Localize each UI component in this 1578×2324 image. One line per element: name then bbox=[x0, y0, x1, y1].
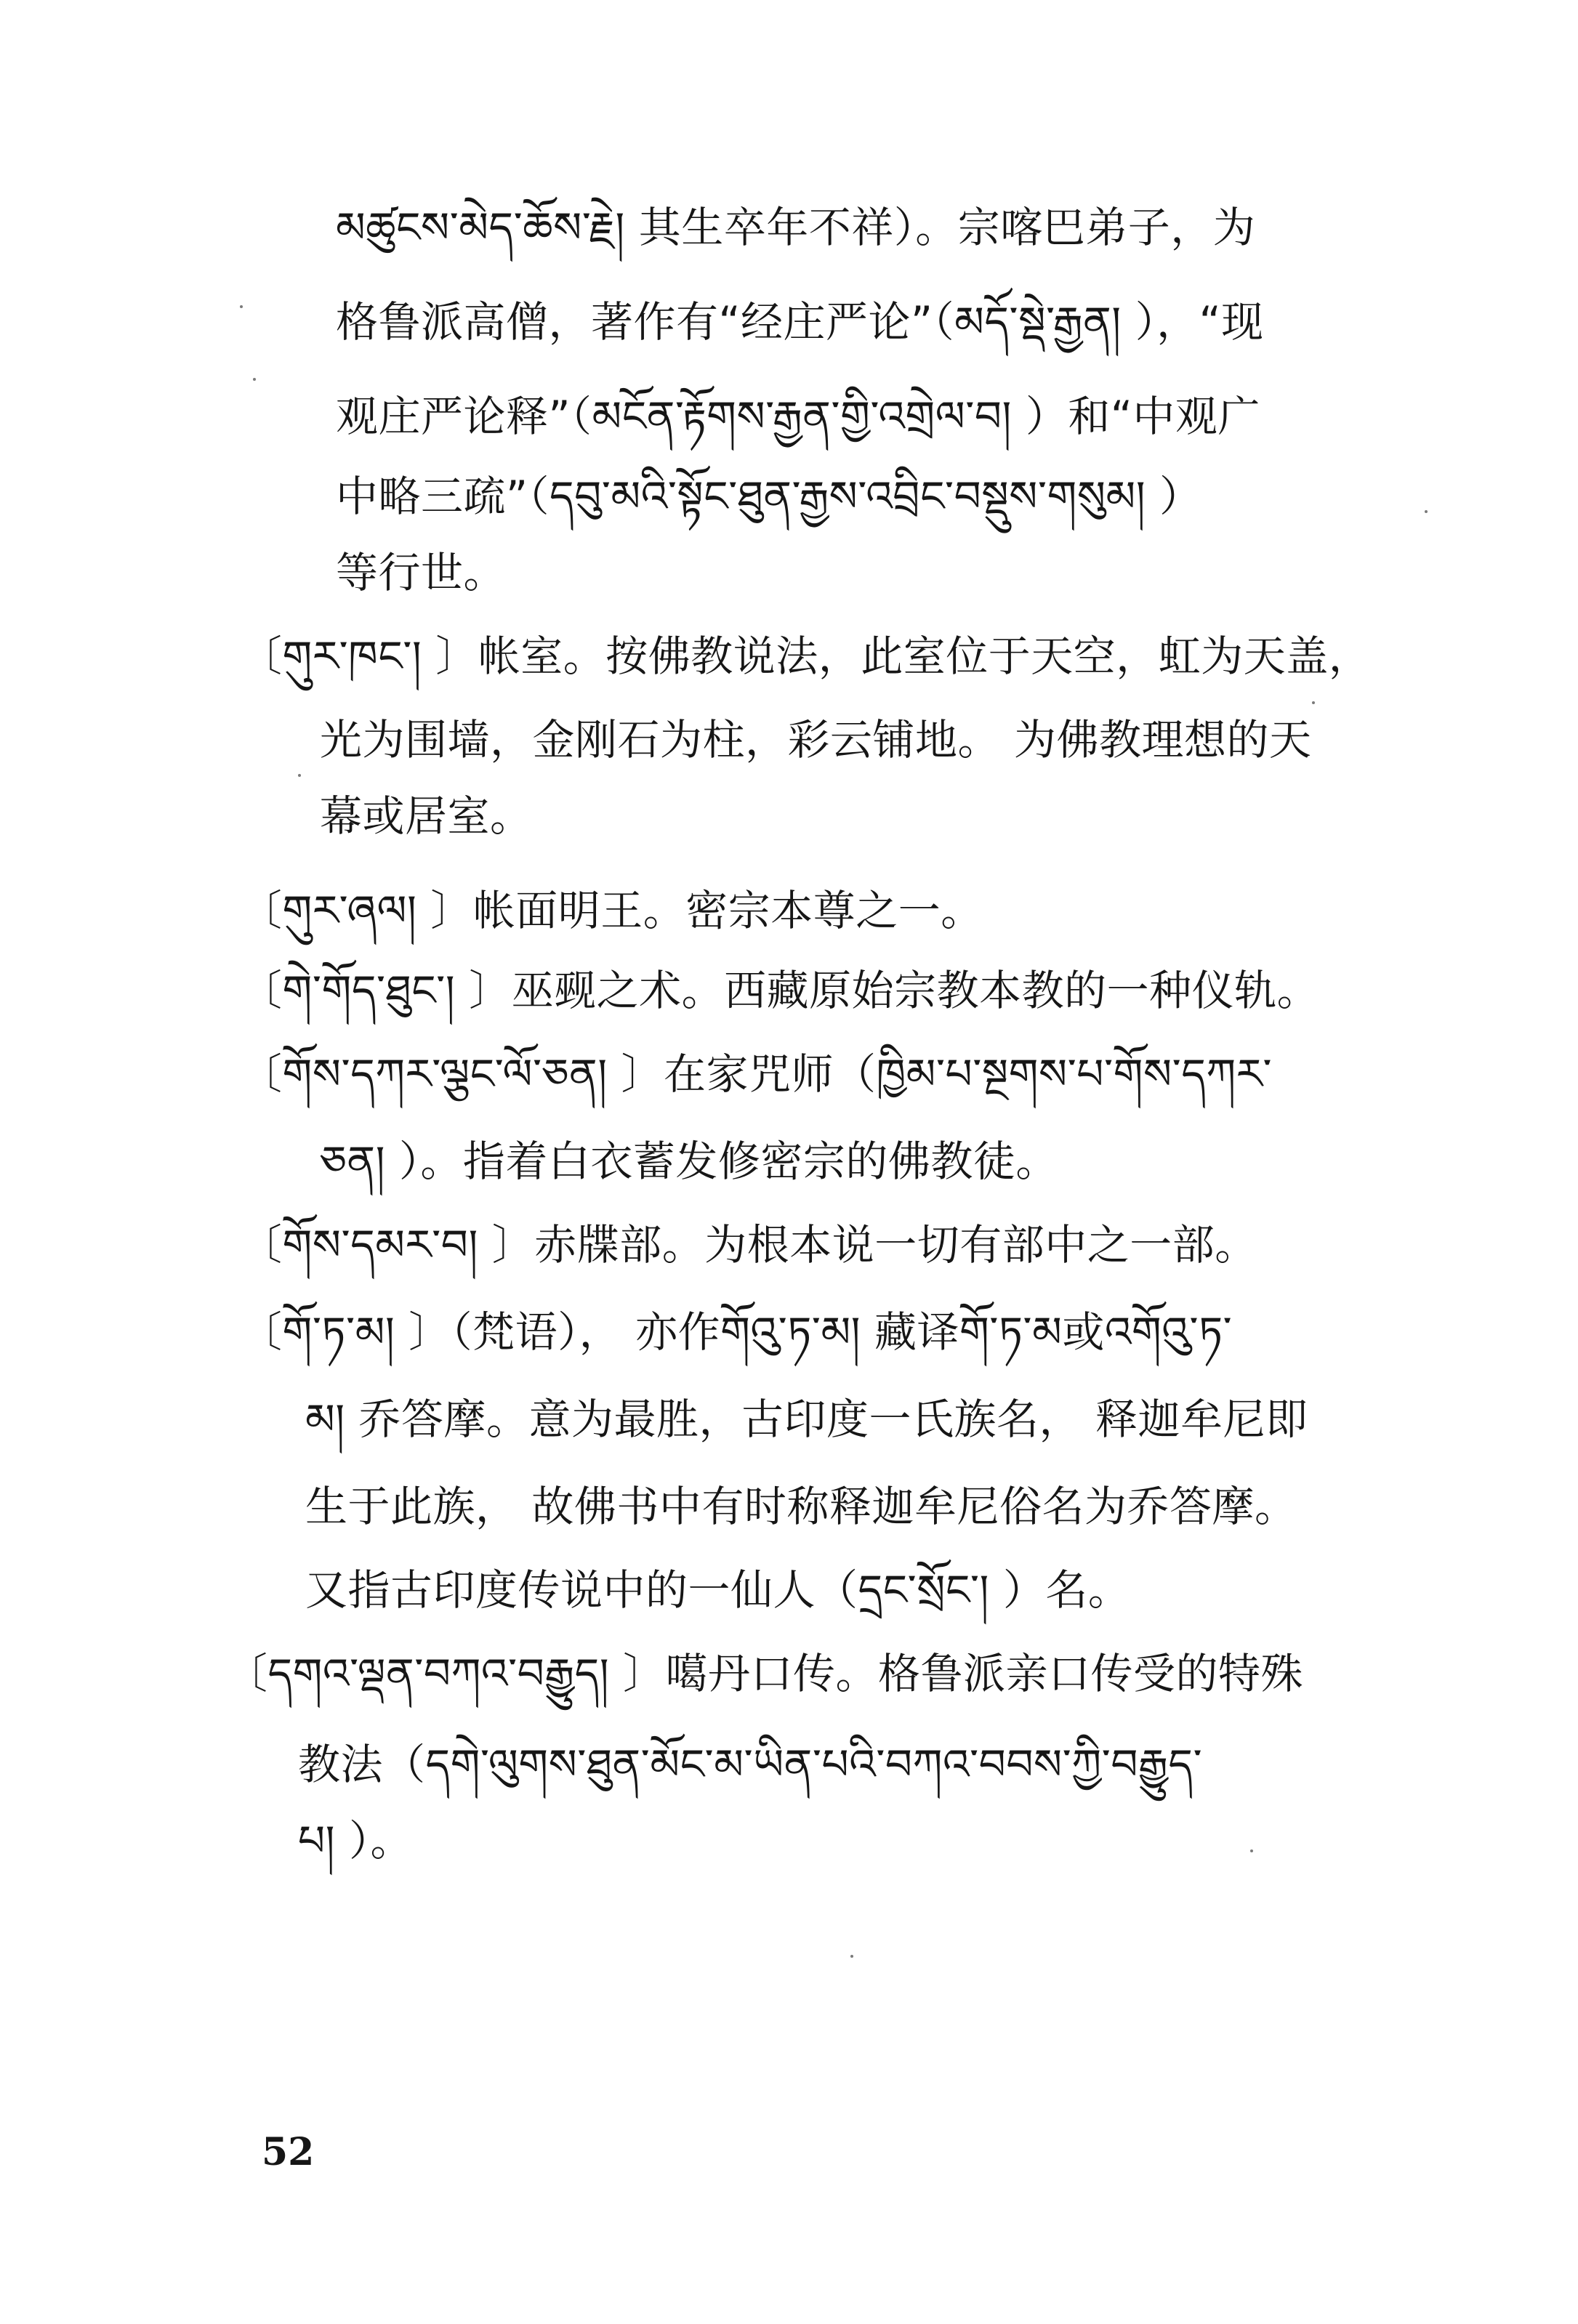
entry-line: མཚུངས་མེད་ཆོས་རྗེ། 其生卒年不祥）。宗喀巴弟子，为 bbox=[336, 203, 1256, 252]
scan-speck bbox=[253, 378, 256, 381]
entry-line: 等行世。 bbox=[336, 548, 507, 597]
entry-line: 格鲁派高僧，著作有“经庄严论”（མདོ་སྡེ་རྒྱན། ），“现 bbox=[336, 297, 1264, 347]
entry-headword-line: 〔གུར་ཞལ། 〕帐面明王。密宗本尊之一。 bbox=[240, 886, 983, 935]
entry-line: 生于此族， 故佛书中有时称释迦牟尼俗名为乔答摩。 bbox=[305, 1482, 1297, 1531]
entry-headword-line: 〔གེ་གོད་ཐུང་། 〕巫觋之术。西藏原始宗教本教的一种仪轨。 bbox=[240, 966, 1320, 1015]
entry-headword-line: 〔གོས་དཀར་ལྕང་ལོ་ཅན། 〕在家咒师（ཁྱིམ་པ་སྔགས་པ་གོས་དཀར་ bbox=[240, 1049, 1273, 1099]
entry-line: ཅན། ）。指着白衣蓄发修密宗的佛教徒。 bbox=[320, 1137, 1058, 1186]
scan-speck bbox=[850, 1955, 853, 1958]
entry-headword-line: 〔གོ་ཏ་མ། 〕（梵语）， 亦作གོའུ་ཏ་མ། 藏译གོ་ཏ་མ或འགོའུ་ཏ་ bbox=[240, 1307, 1233, 1357]
entry-line: 中略三疏”（དབུ་མའི་སྟོང་ཐུན་རྒྱས་འབྲིང་བསྡུས་གསུམ། ） bbox=[336, 472, 1202, 521]
entry-headword-line: 〔དགའ་ལྡན་བཀའ་བརྒྱུད། 〕噶丹口传。格鲁派亲口传受的特殊 bbox=[225, 1649, 1304, 1698]
scan-speck bbox=[240, 305, 243, 308]
entry-line: 幕或居室。 bbox=[320, 791, 533, 841]
scan-speck bbox=[298, 774, 301, 777]
entry-line: པ། ）。 bbox=[298, 1816, 413, 1865]
entry-line: མ། 乔答摩。意为最胜，古印度一氏族名， 释迦牟尼即 bbox=[305, 1395, 1308, 1444]
entry-line: 光为围墙，金刚石为柱，彩云铺地。 为佛教理想的天 bbox=[320, 715, 1312, 764]
entry-line: 教法（དགེ་ལུགས་ཐུན་མོང་མ་ཡིན་པའི་བཀའ་བབས་ཀྱི་བརྒྱུད་ bbox=[298, 1740, 1203, 1789]
entry-headword-line: 〔གོས་དམར་བ། 〕赤牒部。为根本说一切有部中之一部。 bbox=[240, 1220, 1257, 1270]
entry-line: 观庄严论释”（མངོན་རྟོགས་རྒྱན་གྱི་འགྲེལ་བ། ）和“中观广 bbox=[336, 392, 1260, 441]
entry-headword-line: 〔གུར་ཁང་། 〕帐室。按佛教说法，此室位于天空，虹为天盖， bbox=[240, 632, 1372, 681]
scan-speck bbox=[1425, 510, 1428, 513]
scan-speck bbox=[1312, 701, 1315, 704]
scan-speck bbox=[1250, 1849, 1253, 1852]
entry-line: 又指古印度传说中的一仙人（དྲང་སྲོང་། ）名。 bbox=[305, 1565, 1131, 1615]
page-number: 52 bbox=[262, 2130, 315, 2174]
